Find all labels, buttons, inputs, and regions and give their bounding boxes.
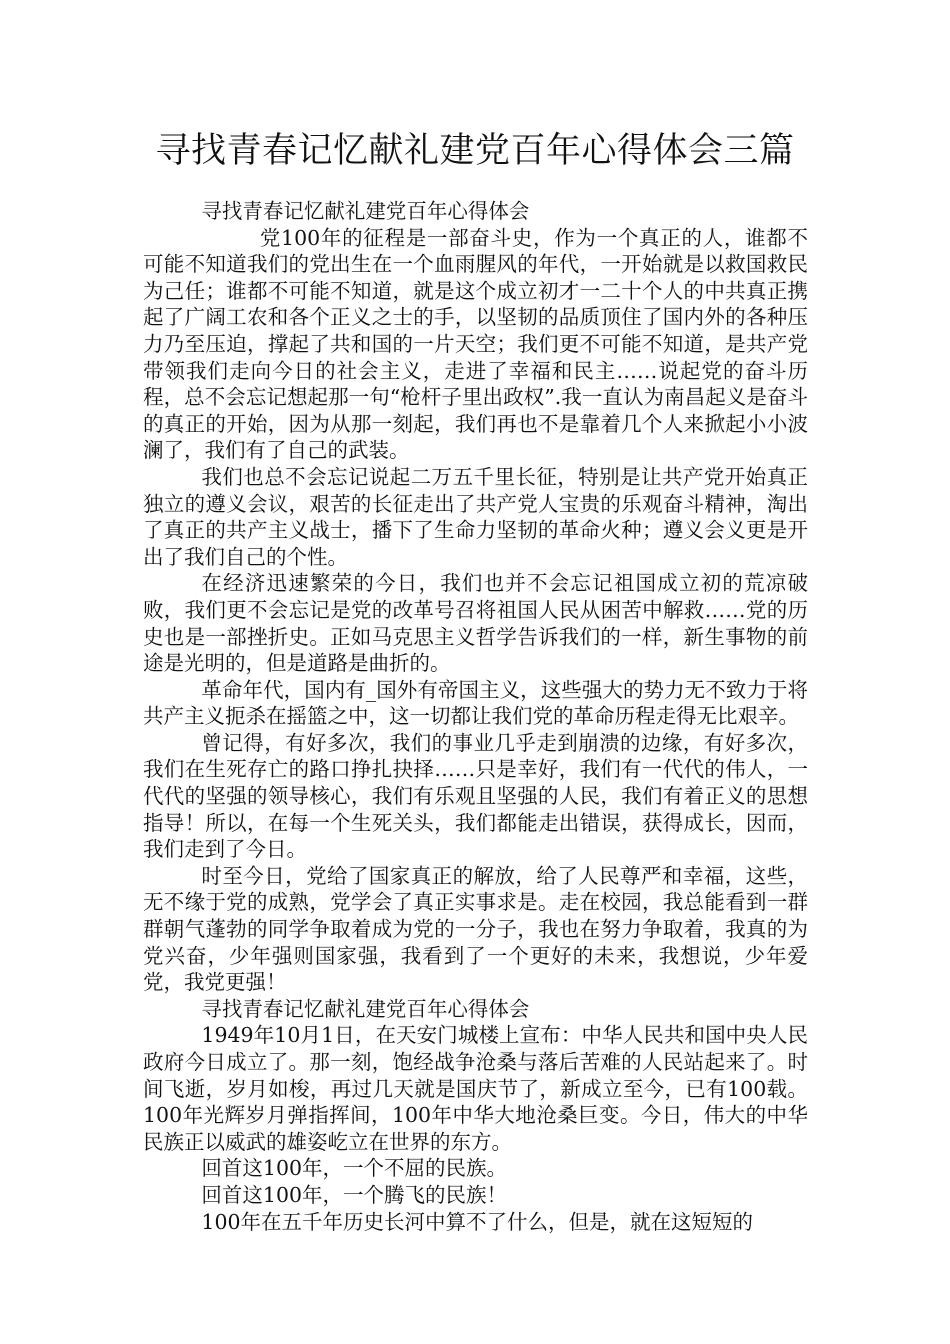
paragraph: 100年在五千年历史长河中算不了什么，但是，就在这短短的 — [201, 1209, 754, 1234]
paragraph: 曾记得，有好多次，我们的事业几乎走到崩溃的边缘，有好多次，我们在生死存亡的路口挣扎抉择……只是幸好，我们有一代代的伟人，一代代的坚强的领导核心，我们有乐观且坚强的人民，我们有着正义的思想指导！所以，在每一个生死关头，我们都能走出错误，获得成长，因而，我们走到了今日。 — [143, 730, 808, 862]
paragraph: 在经济迅速繁荣的今日，我们也并不会忘记祖国成立初的荒凉破败，我们更不会忘记是党的改革号召将祖国人民从困苦中解救……党的历史也是一部挫折史。正如马克思主义哲学告诉我们的一样，新生事物的前途是光明的，但是道路是曲折的。 — [143, 571, 808, 676]
paragraph: 回首这100年，一个腾飞的民族！ — [201, 1182, 508, 1207]
paragraph: 1949年10月1日，在天安门城楼上宣布：中华人民共和国中央人民政府今日成立了。那一刻，饱经战争沧桑与落后苦难的人民站起来了。时间飞逝，岁月如梭，再过几天就是国庆节了，新成立至今，已有100载。100年光辉岁月弹指挥间，100年中华大地沧桑巨变。今日，伟大的中华民族正以威武的雄姿屹立在世界的东方。 — [143, 1023, 808, 1154]
paragraph: 我们也总不会忘记说起二万五千里长征，特别是让共产党开始真正独立的遵义会议，艰苦的长征走出了共产党人宝贵的乐观奋斗精神，淘出了真正的共产主义战士，播下了生命力坚韧的革命火种；遵义会义更是开出了我们自己的个性。 — [143, 464, 808, 569]
paragraph: 回首这100年，一个不屈的民族。 — [201, 1156, 508, 1181]
paragraph: 党100年的征程是一部奋斗史，作为一个真正的人，谁都不可能不知道我们的党出生在一个血雨腥风的年代，一开始就是以救国救民为己任；谁都不可能不知道，就是这个成立初才一二十个人的中共真正携起了广阔工农和各个正义之士的手，以坚韧的品质顶住了国内外的各种压力乃至压迫，撑起了共和国的一片天空；我们更不可能不知道，是共产党带领我们走向今日的社会主义，走进了幸福和民主……说起党的奋斗历程，总不会忘记想起那一句“枪杆子里出政权”.我一直认为南昌起义是奋斗的真正的开始，因为从那一刻起，我们再也不是靠着几个人来掀起小小波澜了，我们有了自己的武装。 — [143, 225, 808, 463]
paragraph: 时至今日，党给了国家真正的解放，给了人民尊严和幸福，这些，无不缘于党的成熟，党学会了真正实事求是。走在校园，我总能看到一群群朝气蓬勃的同学争取着成为党的一分子，我也在努力争取着，我真的为党兴奋，少年强则国家强，我看到了一个更好的未来，我想说，少年爱党，我党更强！ — [143, 863, 808, 995]
page-title: 寻找青春记忆献礼建党百年心得体会三篇 — [155, 131, 795, 171]
paragraph: 革命年代，国内有_国外有帝国主义，这些强大的势力无不致力于将共产主义扼杀在摇篮之中，这一切都让我们党的革命历程走得无比艰辛。 — [143, 677, 808, 729]
section-heading: 寻找青春记忆献礼建党百年心得体会 — [201, 199, 530, 223]
section-heading: 寻找青春记忆献礼建党百年心得体会 — [201, 996, 530, 1021]
document-body — [143, 198, 808, 1235]
